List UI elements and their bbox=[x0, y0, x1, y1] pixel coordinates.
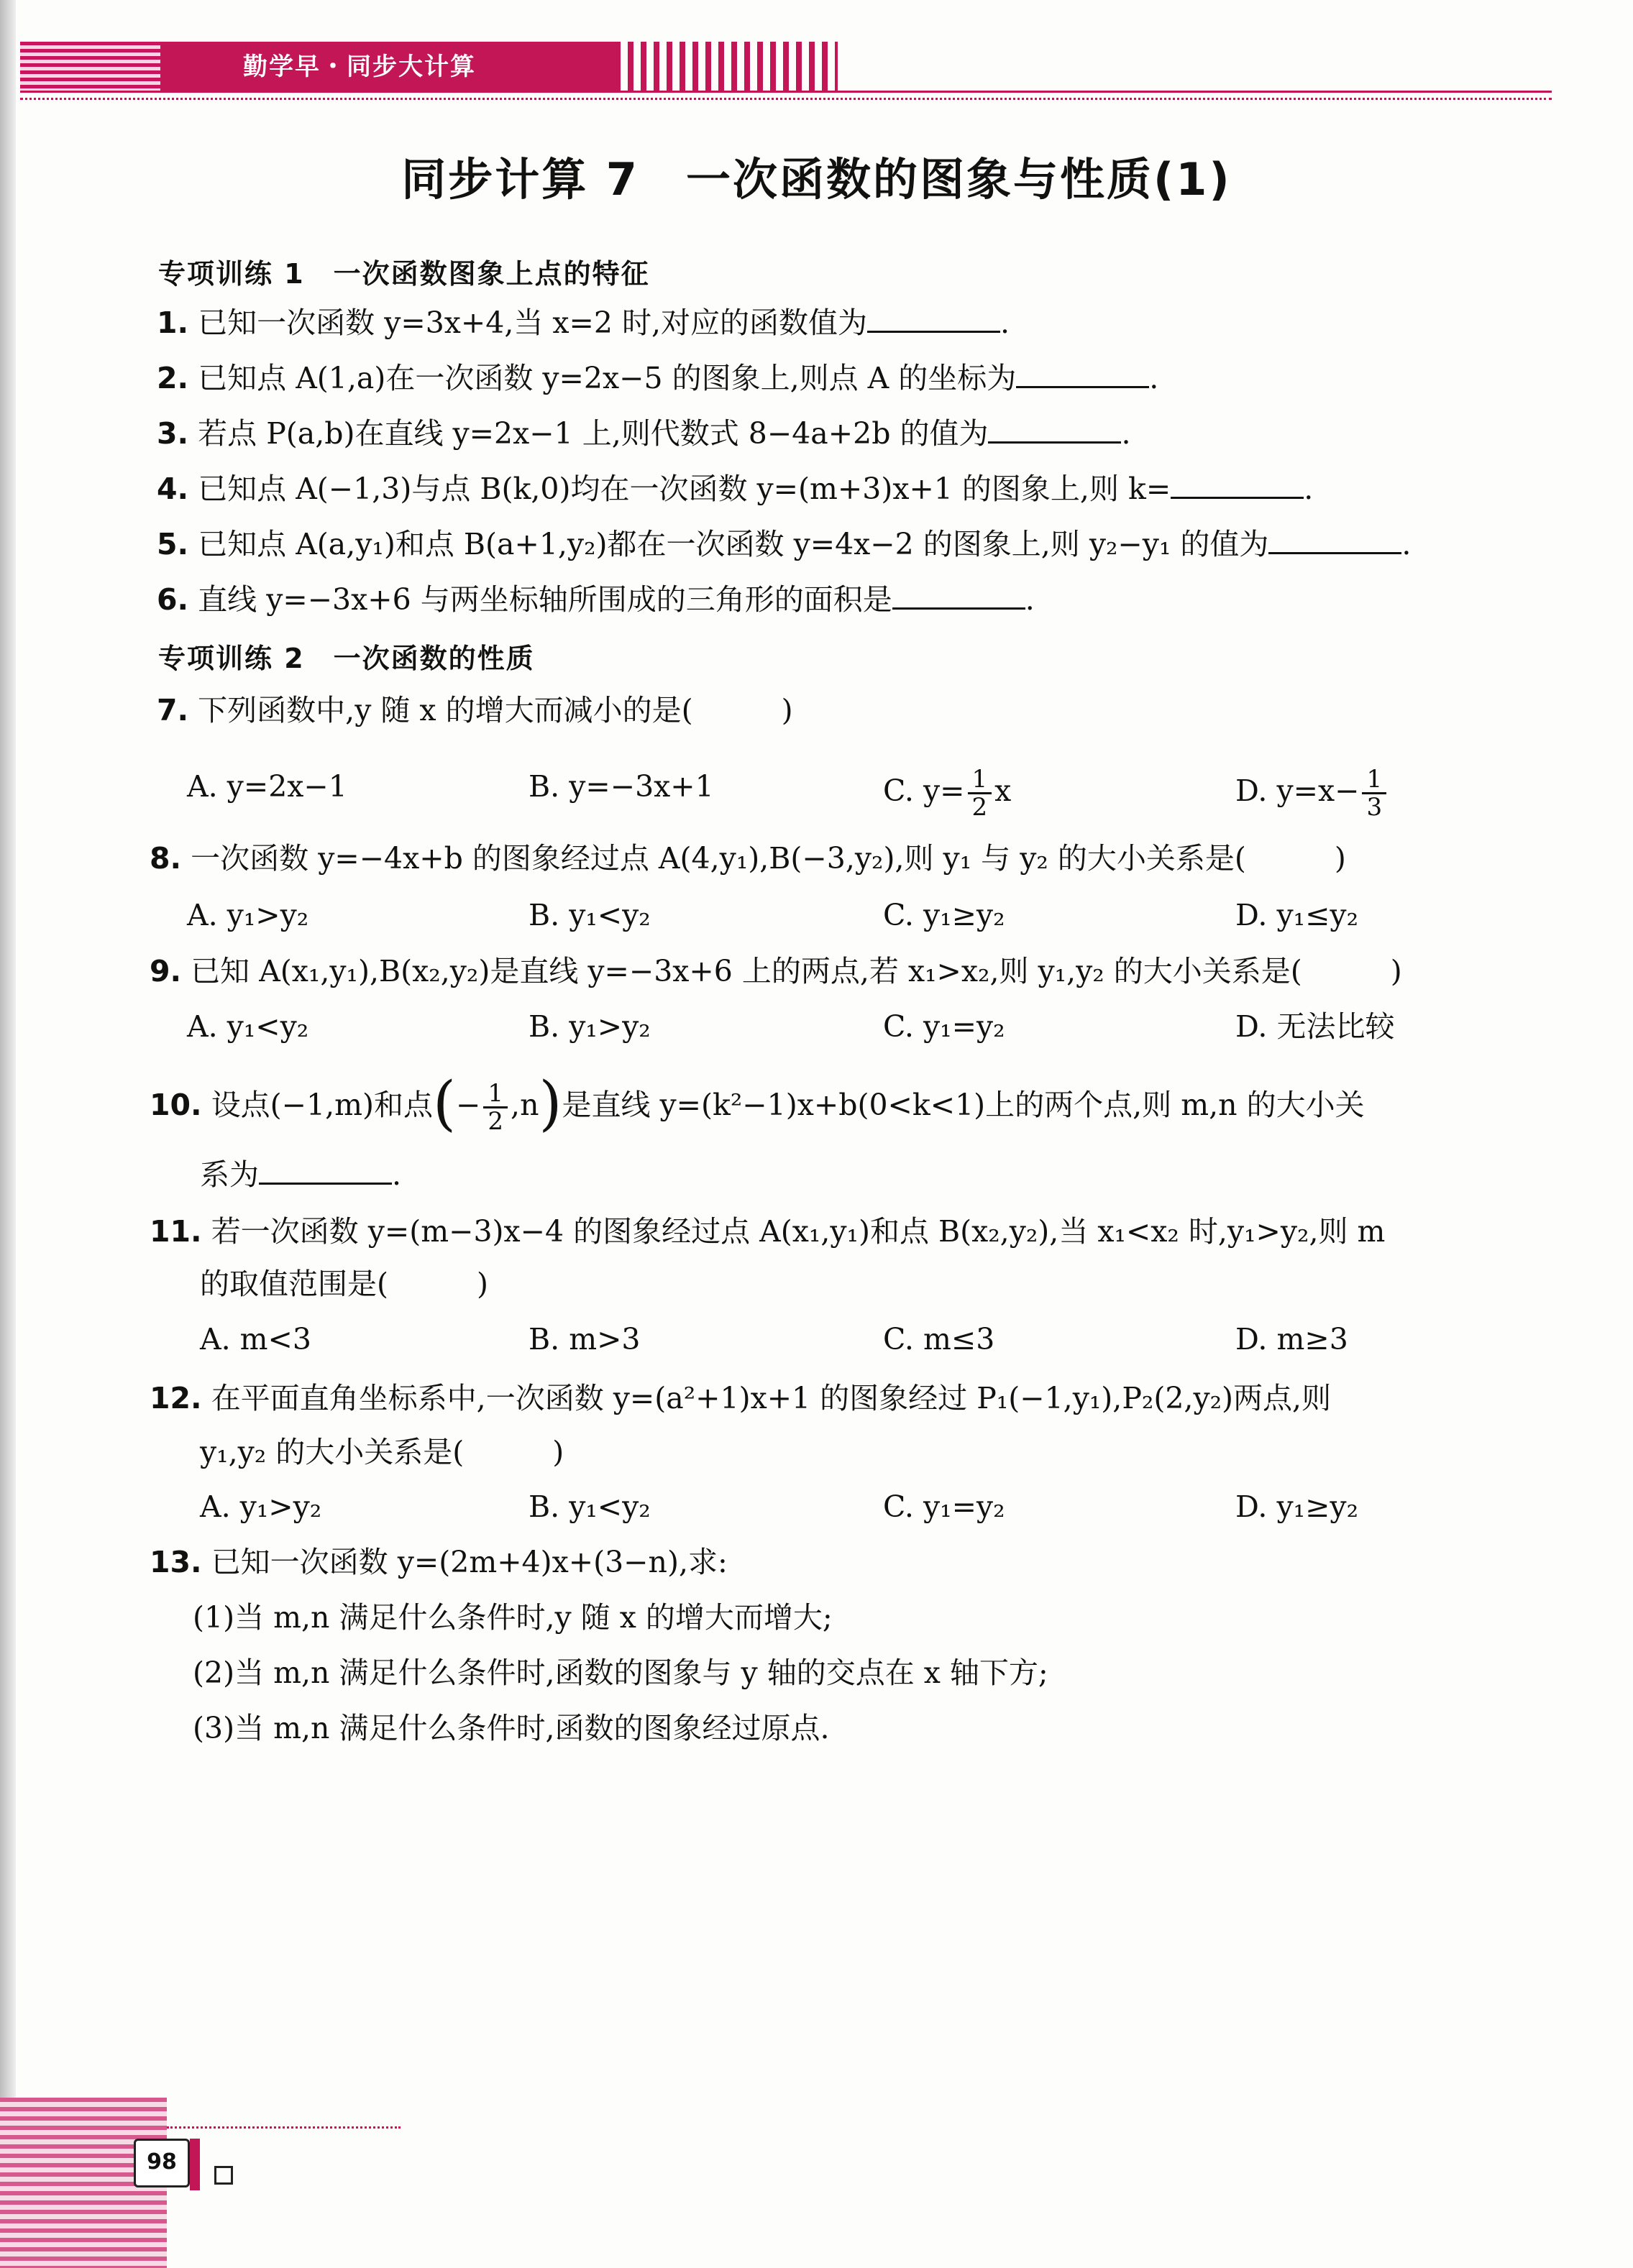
header-dotted-rule bbox=[20, 98, 1552, 100]
option-11d[interactable]: D. m≥3 bbox=[1235, 1322, 1348, 1356]
answer-blank[interactable] bbox=[867, 302, 1000, 333]
left-paren: ( bbox=[433, 1070, 457, 1138]
option-8a[interactable]: A. y₁>y₂ bbox=[187, 898, 309, 932]
header-rule bbox=[20, 91, 1552, 93]
question-text: ,n bbox=[511, 1088, 539, 1122]
question-12 bbox=[150, 1378, 1331, 1418]
header-stripes-left bbox=[20, 42, 160, 92]
question-text: 一次函数 y=−4x+b 的图象经过点 A(4,y₁),B(−3,y₂),则 y₁ 与 y₂ 的大小关系是( ) bbox=[191, 841, 1346, 876]
question-10-cont bbox=[200, 1154, 401, 1195]
question-number: 2. bbox=[157, 361, 189, 395]
question-number: 6. bbox=[157, 582, 189, 617]
option-text: x bbox=[994, 773, 1012, 808]
option-7b[interactable]: B. y=−3x+1 bbox=[529, 769, 714, 804]
option-7d[interactable] bbox=[1235, 766, 1389, 820]
question-number: 5. bbox=[157, 527, 189, 561]
answer-blank[interactable] bbox=[1016, 357, 1149, 388]
option-9c[interactable]: C. y₁=y₂ bbox=[883, 1009, 1005, 1044]
period: . bbox=[1025, 582, 1035, 617]
fraction bbox=[968, 766, 992, 820]
question-6 bbox=[157, 579, 1035, 620]
question-12-cont: y₁,y₂ 的大小关系是( ) bbox=[200, 1435, 564, 1469]
page-square-icon bbox=[214, 2166, 233, 2185]
option-11c[interactable]: C. m≤3 bbox=[883, 1322, 995, 1356]
denominator: 2 bbox=[971, 793, 988, 822]
question-7 bbox=[157, 690, 793, 730]
question-text: 若点 P(a,b)在直线 y=2x−1 上,则代数式 8−4a+2b 的值为 bbox=[198, 416, 989, 451]
question-number: 7. bbox=[157, 693, 189, 727]
question-number: 12. bbox=[150, 1381, 202, 1415]
option-text: D. y=x− bbox=[1235, 773, 1360, 808]
period: . bbox=[1401, 527, 1412, 561]
question-number: 8. bbox=[150, 841, 182, 876]
question-text: 直线 y=−3x+6 与两坐标轴所围成的三角形的面积是 bbox=[198, 582, 892, 617]
page-number: 98 bbox=[134, 2139, 190, 2187]
section-heading-1: 专项训练 1 一次函数图象上点的特征 bbox=[158, 258, 650, 290]
question-text: 是直线 y=(k²−1)x+b(0<k<1)上的两个点,则 m,n 的大小关 bbox=[562, 1088, 1365, 1122]
right-paren: ) bbox=[539, 1070, 562, 1138]
option-12a[interactable]: A. y₁>y₂ bbox=[200, 1489, 322, 1524]
period: . bbox=[1121, 416, 1131, 451]
option-9b[interactable]: B. y₁>y₂ bbox=[529, 1009, 651, 1044]
question-13-part-1: (1)当 m,n 满足什么条件时,y 随 x 的增大而增大; bbox=[193, 1600, 833, 1635]
question-10: 10. 设点(−1,m)和点(− $\frac{1}{2}$ ,n)是直线 y=(k²−1)x+b(0<k<1)上的两个点,则 m,n 的大小关 bbox=[150, 1070, 1365, 1138]
option-7c[interactable] bbox=[883, 766, 1011, 820]
answer-blank[interactable] bbox=[259, 1154, 392, 1185]
option-12c[interactable]: C. y₁=y₂ bbox=[883, 1489, 1005, 1524]
numerator: 1 bbox=[968, 766, 992, 794]
question-text: 已知点 A(a,y₁)和点 B(a+1,y₂)都在一次函数 y=4x−2 的图象上,则 y₂−y₁ 的值为 bbox=[198, 527, 1269, 561]
option-12d[interactable]: D. y₁≥y₂ bbox=[1235, 1489, 1359, 1524]
question-number: 11. bbox=[150, 1214, 202, 1249]
period: . bbox=[1149, 361, 1159, 395]
option-8b[interactable]: B. y₁<y₂ bbox=[529, 898, 651, 932]
option-7a[interactable]: A. y=2x−1 bbox=[187, 769, 347, 804]
question-number: 4. bbox=[157, 472, 189, 506]
question-text: 若一次函数 y=(m−3)x−4 的图象经过点 A(x₁,y₁)和点 B(x₂,y₂),当 x₁<x₂ 时,y₁>y₂,则 m bbox=[211, 1214, 1386, 1249]
answer-blank[interactable] bbox=[1171, 468, 1304, 499]
answer-blank[interactable] bbox=[988, 413, 1121, 444]
option-8c[interactable]: C. y₁≥y₂ bbox=[883, 898, 1005, 932]
page-title: 同步计算 7 一次函数的图象与性质(1) bbox=[401, 153, 1232, 206]
page-number-bar bbox=[190, 2139, 200, 2190]
period: . bbox=[1000, 306, 1010, 340]
question-9 bbox=[150, 951, 1402, 991]
period: . bbox=[392, 1157, 402, 1192]
denominator: 2 bbox=[488, 1107, 504, 1136]
question-1 bbox=[157, 302, 1010, 343]
question-text: 已知点 A(−1,3)与点 B(k,0)均在一次函数 y=(m+3)x+1 的图象上,则 k= bbox=[198, 472, 1171, 506]
header-stripes-right bbox=[615, 42, 838, 92]
question-13-part-2: (2)当 m,n 满足什么条件时,函数的图象与 y 轴的交点在 x 轴下方; bbox=[193, 1656, 1048, 1690]
question-3 bbox=[157, 413, 1131, 454]
question-13-part-3: (3)当 m,n 满足什么条件时,函数的图象经过原点. bbox=[193, 1711, 830, 1745]
option-8d[interactable]: D. y₁≤y₂ bbox=[1235, 898, 1359, 932]
question-8 bbox=[150, 838, 1346, 878]
question-number: 10. bbox=[150, 1088, 202, 1122]
header-series-title: 勤学早・同步大计算 bbox=[160, 42, 615, 92]
option-text: C. y= bbox=[883, 773, 965, 808]
question-4 bbox=[157, 468, 1313, 509]
page-edge bbox=[0, 0, 16, 2268]
option-12b[interactable]: B. y₁<y₂ bbox=[529, 1489, 651, 1524]
question-number: 13. bbox=[150, 1545, 202, 1579]
question-number: 1. bbox=[157, 306, 189, 340]
section-heading-2: 专项训练 2 一次函数的性质 bbox=[158, 643, 535, 674]
period: . bbox=[1304, 472, 1314, 506]
answer-blank[interactable] bbox=[1268, 523, 1401, 554]
question-text: 已知点 A(1,a)在一次函数 y=2x−5 的图象上,则点 A 的坐标为 bbox=[198, 361, 1017, 395]
answer-blank[interactable] bbox=[892, 579, 1025, 610]
question-text: 设点(−1,m)和点 bbox=[211, 1088, 434, 1122]
question-text: 已知一次函数 y=(2m+4)x+(3−n),求: bbox=[211, 1545, 728, 1579]
question-number: 9. bbox=[150, 954, 182, 988]
option-11b[interactable]: B. m>3 bbox=[529, 1322, 641, 1356]
question-number: 3. bbox=[157, 416, 189, 451]
fraction bbox=[1362, 766, 1386, 820]
question-text: 下列函数中,y 随 x 的增大而减小的是( ) bbox=[198, 693, 793, 727]
fraction bbox=[483, 1080, 508, 1134]
question-text: 已知 A(x₁,y₁),B(x₂,y₂)是直线 y=−3x+6 上的两点,若 x₁>x₂,则 y₁,y₂ 的大小关系是( ) bbox=[191, 954, 1402, 988]
numerator: 1 bbox=[483, 1080, 508, 1108]
question-text: 系为 bbox=[200, 1157, 259, 1192]
question-13 bbox=[150, 1542, 728, 1582]
question-text: 在平面直角坐标系中,一次函数 y=(a²+1)x+1 的图象经过 P₁(−1,y₁),P₂(2,y₂)两点,则 bbox=[211, 1381, 1332, 1415]
question-11-cont: 的取值范围是( ) bbox=[200, 1267, 488, 1301]
question-text: 已知一次函数 y=3x+4,当 x=2 时,对应的函数值为 bbox=[198, 306, 868, 340]
footer-dotted-rule bbox=[167, 2126, 401, 2129]
question-2 bbox=[157, 357, 1158, 398]
denominator: 3 bbox=[1366, 793, 1383, 822]
option-9a[interactable]: A. y₁<y₂ bbox=[187, 1009, 309, 1044]
numerator: 1 bbox=[1362, 766, 1386, 794]
option-11a[interactable]: A. m<3 bbox=[200, 1322, 311, 1356]
question-5 bbox=[157, 523, 1411, 564]
question-11 bbox=[150, 1211, 1385, 1252]
option-9d[interactable]: D. 无法比较 bbox=[1235, 1009, 1395, 1044]
